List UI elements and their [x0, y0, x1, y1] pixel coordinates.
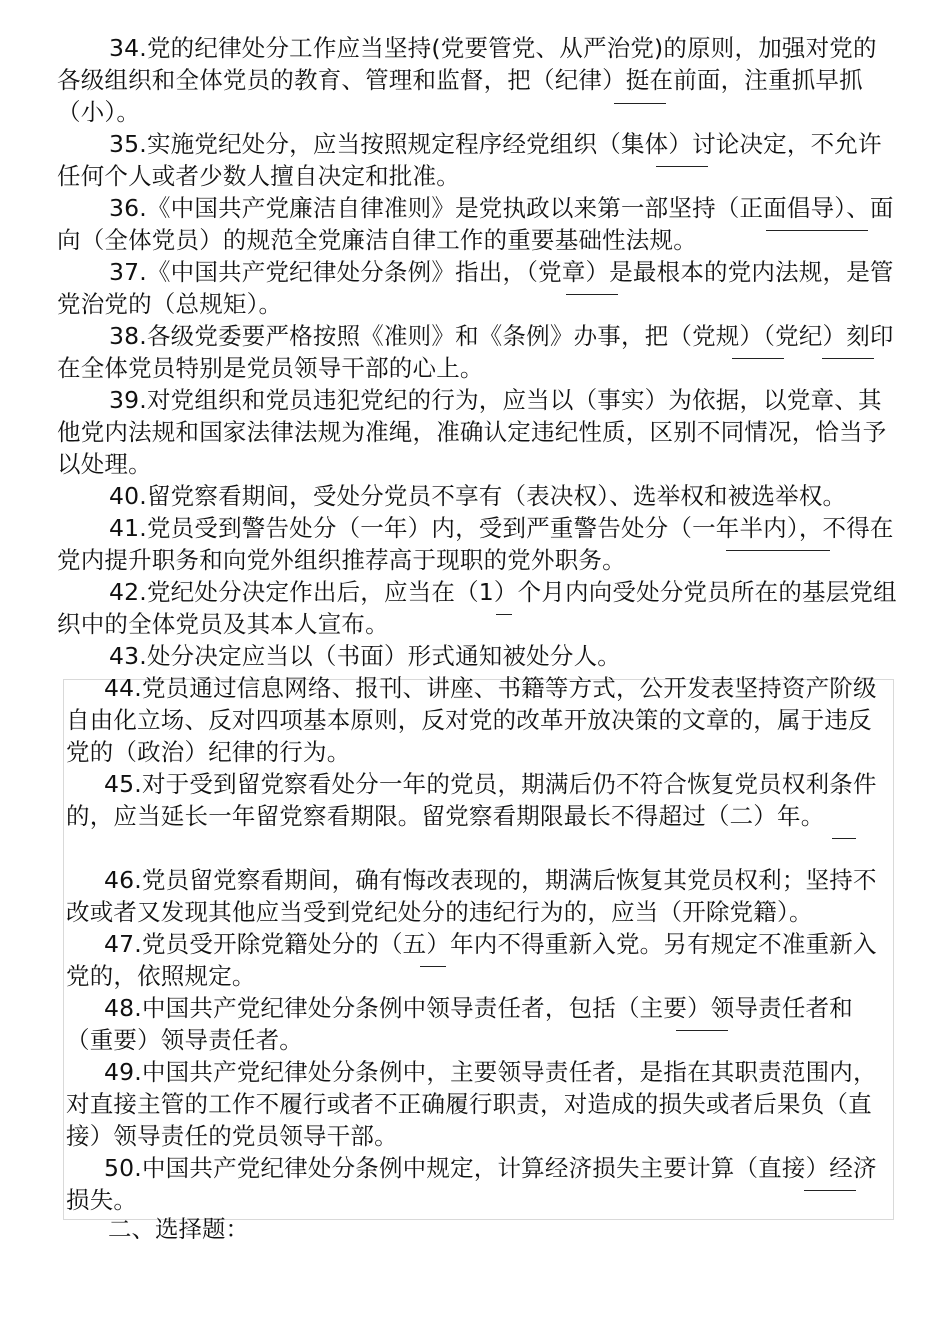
question-41: 41.党员受到警告处分（一年）内，受到严重警告处分（一年半内），不得在党内提升职务和向党外组织推荐高于现职的党外职务。 — [57, 514, 894, 574]
question-45: 45.对于受到留党察看处分一年的党员，期满后仍不符合恢复党员权利条件的，应当延长一年留党察看期限。留党察看期限最长不得超过（二）年。 — [66, 770, 877, 830]
question-39: 39.对党组织和党员违犯党纪的行为，应当以（事实）为依据，以党章、其他党内法规和国家法律法规为准绳，准确认定违纪性质，区别不同情况，恰当予以处理。 — [57, 386, 887, 478]
question-50: 50.中国共产党纪律处分条例中规定，计算经济损失主要计算（直接）经济损失。 — [66, 1154, 877, 1214]
question-48: 48.中国共产党纪律处分条例中领导责任者，包括（主要）领导责任者和（重要）领导责任者。 — [66, 994, 853, 1054]
answer-underline — [420, 966, 446, 967]
answer-underline — [614, 103, 666, 104]
answer-underline — [822, 358, 874, 359]
answer-underline — [732, 358, 784, 359]
answer-underline — [766, 230, 868, 231]
answer-underline — [566, 294, 618, 295]
question-35: 35.实施党纪处分，应当按照规定程序经党组织（集体）讨论决定，不允许任何个人或者少数人擅自决定和批准。 — [57, 130, 882, 190]
answer-underline — [656, 166, 708, 167]
question-49: 49.中国共产党纪律处分条例中，主要领导责任者，是指在其职责范围内，对直接主管的工作不履行或者不正确履行职责，对造成的损失或者后果负（直接）领导责任的党员领导干部。 — [66, 1058, 877, 1150]
question-38: 38.各级党委要严格按照《准则》和《条例》办事，把（党规）（党纪）刻印在全体党员特别是党员领导干部的心上。 — [57, 322, 894, 382]
section-heading: 二、选择题： — [108, 1215, 249, 1243]
question-42: 42.党纪处分决定作出后，应当在（1）个月内向受处分党员所在的基层党组织中的全体党员及其本人宣布。 — [57, 578, 897, 638]
question-46: 46.党员留党察看期间，确有悔改表现的，期满后恢复其党员权利；坚持不改或者又发现其他应当受到党纪处分的违纪行为的，应当（开除党籍）。 — [66, 866, 877, 926]
answer-underline — [726, 550, 830, 551]
question-43: 43.处分决定应当以（书面）形式通知被处分人。 — [109, 642, 621, 670]
answer-underline — [804, 1190, 856, 1191]
answer-underline — [496, 614, 512, 615]
question-37: 37.《中国共产党纪律处分条例》指出，（党章）是最根本的党内法规，是管党治党的（总规矩）。 — [57, 258, 894, 318]
question-44: 44.党员通过信息网络、报刊、讲座、书籍等方式，公开发表坚持资产阶级自由化立场、反对四项基本原则，反对党的改革开放决策的文章的，属于违反党的（政治）纪律的行为。 — [66, 674, 877, 766]
question-34: 34.党的纪律处分工作应当坚持(党要管党、从严治党)的原则，加强对党的各级组织和全体党员的教育、管理和监督，把（纪律）挺在前面，注重抓早抓（小）。 — [57, 34, 877, 126]
question-36: 36.《中国共产党廉洁自律准则》是党执政以来第一部坚持（正面倡导）、面向（全体党员）的规范全党廉洁自律工作的重要基础性法规。 — [57, 194, 894, 254]
question-47: 47.党员受开除党籍处分的（五）年内不得重新入党。另有规定不准重新入党的，依照规定。 — [66, 930, 877, 990]
question-40: 40.留党察看期间，受处分党员不享有（表决权）、选举权和被选举权。 — [109, 482, 847, 510]
answer-underline — [832, 838, 856, 839]
answer-underline — [676, 1030, 728, 1031]
